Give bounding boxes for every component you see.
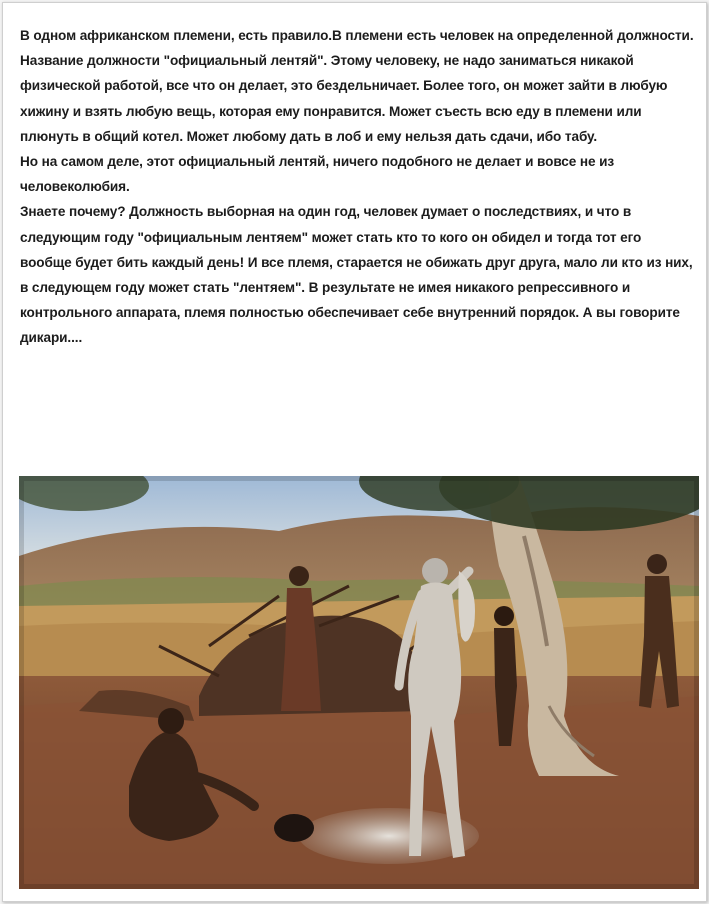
- paragraph-3: Знаете почему? Должность выборная на один год, человек думает о последствиях, и что в следующим году "официальным лентяем" может стать кто то кого он обидел и тогда тот его вообще будет бить каждый день! И все племя, старается не обижать друг друга, мало ли кто из них, в следующем году может стать "лентяем". В результате не имея никакого репрессивного и контрольного аппарата, племя полностью обеспечивает себе внутренний порядок. А вы говорите дикари....: [20, 204, 693, 346]
- tribe-photo: [19, 476, 699, 889]
- tribe-scene: [19, 476, 699, 889]
- paragraph-1: В одном африканском племени, есть правило.В племени есть человек на определенной должности. Название должности "официальный лентяй". Этому человеку, не надо заниматься никакой физической работой, все что он делает, это бездельничает. Более того, он может зайти в любую хижину и взять любую вещь, которая ему понравится. Может съесть всю еду в племени или плюнуть в общий котел. Может любому дать в лоб и ему нельзя дать сдачи, ибо табу.: [20, 28, 694, 144]
- post-text: [20, 23, 694, 351]
- paragraph-2: Но на самом деле, этот официальный лентяй, ничего подобного не делает и вовсе не из человеколюбия.: [20, 154, 614, 195]
- post-card: [2, 2, 707, 902]
